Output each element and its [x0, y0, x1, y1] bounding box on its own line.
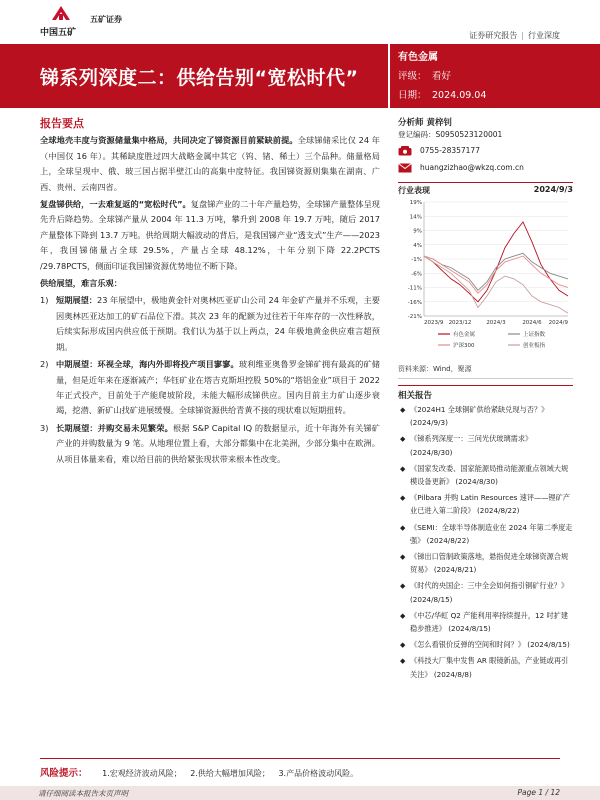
summary-title: 报告要点 [40, 117, 84, 130]
email-icon [398, 163, 420, 173]
related-report-item[interactable] [398, 491, 573, 517]
related-report-item[interactable] [398, 609, 573, 635]
related-report-title: 《2024H1 全球铜矿供给紧缺兑现与否？》 [410, 405, 549, 414]
item-number: 3) [40, 422, 49, 433]
related-report-title: 《科技大厂集中发售 AR 眼镜新品，产业链或再引关注》 [410, 656, 569, 679]
related-report-date: (2024/8/30) [410, 447, 453, 457]
registration-label: 登记编码： [398, 130, 436, 139]
risk-item: 2.供给大幅增加风险； [190, 769, 270, 778]
item-body: 23 年展望中，极地黄金针对奥林匹亚矿山公司 24 年金矿产量并不乐观，主要因奥林匹亚达加工的矿石品位下滑。其次 23 年的配额为过往若干年库存的一次性释放，后续实际形成国内供应低于预期。我们认为基于以上两点，24 年极地黄金供应难言超预期。 [56, 295, 380, 352]
item-lead: 短期展望： [56, 295, 98, 306]
y-tick-label: -1% [411, 257, 422, 263]
legend-label: 有色金属 [453, 332, 476, 338]
outlook-item [40, 357, 380, 419]
chart-source: 资料来源：Wind，聚源 [398, 364, 573, 379]
related-report-item[interactable] [398, 432, 573, 458]
summary-paragraph-2 [40, 197, 380, 274]
related-report-date: (2024/8/21) [433, 565, 477, 575]
paragraph-2-body: 复盘锑产业的二十年产量趋势，全球锑产量整体呈现先升后降趋势。全球锑产量从 2004 年 11.3 万吨，攀升到 2008 年 19.7 万吨，随后 2017 产量整体下降到 13.7 万吨。供给周期大幅波动的背后，是我国锑产业“透支式”生产——2023 年，我国锑储量占全球 29.5%，产量占全球 48.12%，十年分别下降 22.2PCTS /29.78PCTS，侧面印证我国锑资源优势地位不断下降。 [40, 199, 380, 271]
analyst-phone [398, 142, 573, 159]
y-tick-label: -11% [407, 285, 422, 292]
y-tick-label: 9% [413, 228, 422, 235]
item-number: 2) [40, 359, 49, 370]
related-reports-title: 相关报告 [398, 385, 573, 401]
x-tick-label: 2023/9 [424, 320, 444, 326]
bullet-icon: ◆ [400, 582, 406, 591]
summary-paragraph-1 [40, 133, 380, 195]
y-tick-label: -21% [407, 314, 422, 320]
industry-name: 有色金属 [398, 52, 438, 63]
y-tick-label: 4% [413, 242, 422, 249]
risk-divider [40, 758, 560, 759]
item-number: 1) [40, 295, 49, 306]
legend-label: 创业板指 [523, 343, 546, 349]
related-report-title: 《SEMI：全球半导体制造业在 2024 年第二季度走强》 [410, 522, 573, 545]
bullet-icon: ◆ [400, 611, 406, 620]
x-tick-label: 2023/12 [448, 320, 472, 326]
related-report-title: 《怎么看银价反弹的空间和时间？》 [410, 640, 528, 650]
y-tick-label: -6% [411, 271, 422, 278]
risk-title: 风险提示： [40, 768, 88, 779]
minmetals-emblem-icon [50, 4, 72, 22]
item-body: 玻利维亚奥鲁罗金锑矿拥有最高的矿储量，但是近年来在逐渐减产；华钰矿业在塔吉克斯坦控股 50%的“塔铝金业”项目于 2022 年正式投产，目前处于产能爬坡阶段，未能大幅形成锑供应。国内目前主力矿山逐步衰竭，挖潜、新矿山找矿进展缓慢。全球锑资源供给青黄不接的现状难以短期扭转。 [56, 359, 380, 416]
registration-number: S0950523120001 [435, 130, 503, 139]
y-tick-label: -16% [407, 299, 422, 306]
related-report-date: (2024/8/8) [433, 669, 472, 679]
bullet-icon: ◆ [400, 406, 406, 414]
x-tick-label: 2024/9 [548, 320, 568, 326]
legend-label: 上证指数 [523, 332, 546, 338]
phone-icon [398, 146, 420, 156]
y-tick-label: 14% [409, 214, 422, 221]
paragraph-1-lead: 全球地壳丰度与资源储量集中格局，共同决定了锑资源目前紧缺前提。 [40, 135, 298, 146]
related-report-date: (2024/8/30) [455, 477, 498, 487]
item-lead: 中期展望：环视全球，海内外即将投产项目寥寥。 [56, 359, 239, 370]
risk-item: 3.产品价格波动风险。 [278, 769, 359, 778]
x-tick-label: 2024/3 [486, 320, 506, 326]
securities-name: 五矿证券 [90, 15, 122, 24]
related-report-date: (2024/8/15) [410, 594, 453, 604]
related-report-item[interactable] [398, 550, 573, 576]
related-report-item[interactable] [398, 403, 573, 429]
item-lead: 长期展望：并购交易未见繁荣。 [56, 422, 173, 433]
analyst-email [398, 159, 573, 176]
legend-label: 沪深300 [453, 343, 475, 349]
bullet-icon: ◆ [400, 657, 406, 666]
x-tick-label: 2024/6 [522, 320, 542, 326]
performance-header [398, 182, 573, 196]
disclaimer-note[interactable]: 请仔细阅读本报告末页声明 [38, 789, 128, 798]
banner-divider [388, 44, 390, 108]
paragraph-2-lead: 复盘锑供给，一去难复返的“宽松时代”。 [40, 199, 191, 210]
related-report-title: 《中芯/华虹 Q2 产能利用率持续提升，12 吋扩建稳步推进》 [410, 610, 569, 634]
related-report-item[interactable] [398, 521, 573, 547]
date-value: 2024.09.04 [432, 90, 487, 101]
bullet-icon: ◆ [400, 641, 406, 650]
related-report-item[interactable] [398, 654, 573, 680]
industry-performance-chart [398, 198, 573, 362]
report-title: 锑系列深度二：供给告别“宽松时代” [40, 67, 359, 89]
item-body: 根据 S&P Capital IQ 的数据显示，近十年海外有关锑矿产业的并购数量为 9 笔。从地理位置上看，大部分都集中在北美洲，少部分集中在欧洲。从项目体量来看，难以给目前的供给紧张现状带来根本性改变。 [56, 422, 380, 464]
rating-box [398, 48, 568, 105]
email-address[interactable]: huangzizhao@wkzq.com.cn [420, 163, 524, 172]
analyst-registration [398, 128, 573, 142]
y-tick-label: 19% [409, 200, 422, 206]
company-name-cn: 中国五矿 [40, 28, 77, 38]
related-report-title: 《锑出口管制政策落地，悬指促进全球锑资源合规贸易》 [410, 552, 569, 575]
report-subtype-label: 行业深度 [528, 31, 560, 40]
risk-item: 1.宏观经济波动风险； [102, 769, 182, 778]
related-report-title: 《时代的央国企：三中全会如何指引铜矿行业？》 [410, 581, 569, 591]
related-report-date: (2024/9/3) [410, 418, 448, 428]
related-report-date: (2024/8/15) [527, 640, 570, 650]
series-line [424, 256, 568, 313]
performance-chart-svg [398, 198, 573, 358]
performance-title: 行业表现 [398, 186, 430, 195]
date-label: 日期： [398, 90, 427, 101]
bullet-icon: ◆ [400, 435, 406, 444]
performance-date: 2024/9/3 [533, 185, 573, 194]
outlook-item [40, 421, 380, 467]
related-report-date: (2024/8/22) [426, 535, 470, 545]
related-report-title: 《Pilbara 并购 Latin Resources 速评——锂矿产业已进入第二阶段》 [410, 493, 570, 516]
report-type-label: 证券研究报告 [469, 31, 518, 40]
related-report-title: 《国家发改委、国家能源局推动能源重点领域大规模设备更新》 [410, 463, 569, 487]
bullet-icon: ◆ [400, 553, 406, 562]
related-report-item[interactable] [398, 462, 573, 488]
company-logo [40, 4, 120, 38]
report-type: 证券研究报告 | 行业深度 [469, 31, 560, 40]
related-report-date: (2024/8/15) [448, 624, 491, 634]
rating-label: 评级： [398, 71, 427, 82]
bullet-icon: ◆ [400, 494, 406, 503]
bullet-icon: ◆ [400, 464, 406, 473]
related-report-title: 《锑系列深度一：三问光伏玻璃需求》 [410, 434, 533, 444]
related-report-date: (2024/8/22) [476, 506, 520, 516]
summary-column [40, 116, 380, 469]
rating-value: 看好 [432, 71, 452, 82]
page-number: Page 1 / 12 [517, 788, 560, 797]
bullet-icon: ◆ [400, 523, 406, 532]
outlook-title: 供给展望，难言乐观： [40, 278, 122, 289]
sidebar-column [398, 116, 573, 684]
risk-warning [40, 765, 364, 779]
paragraph-1-body: 全球锑储采比仅 24 年（中国仅 16 年）。其稀缺度胜过四大战略金属中其它（钨、锗、稀土）三个品种。储量格局上，全球呈现中、俄、玻三国占据半壁江山的高集中度特征。我国锑资源则集集在湖南、广西、贵州、云南四省。 [40, 135, 380, 192]
related-report-item[interactable] [398, 579, 573, 605]
analyst-name: 分析师 黄梓钊 [398, 118, 452, 128]
related-report-item[interactable] [398, 638, 573, 651]
outlook-item [40, 293, 380, 355]
phone-number: 0755-28357177 [420, 146, 480, 155]
outlook-heading [40, 276, 380, 291]
series-line [424, 222, 568, 302]
related-reports-list [398, 403, 573, 681]
